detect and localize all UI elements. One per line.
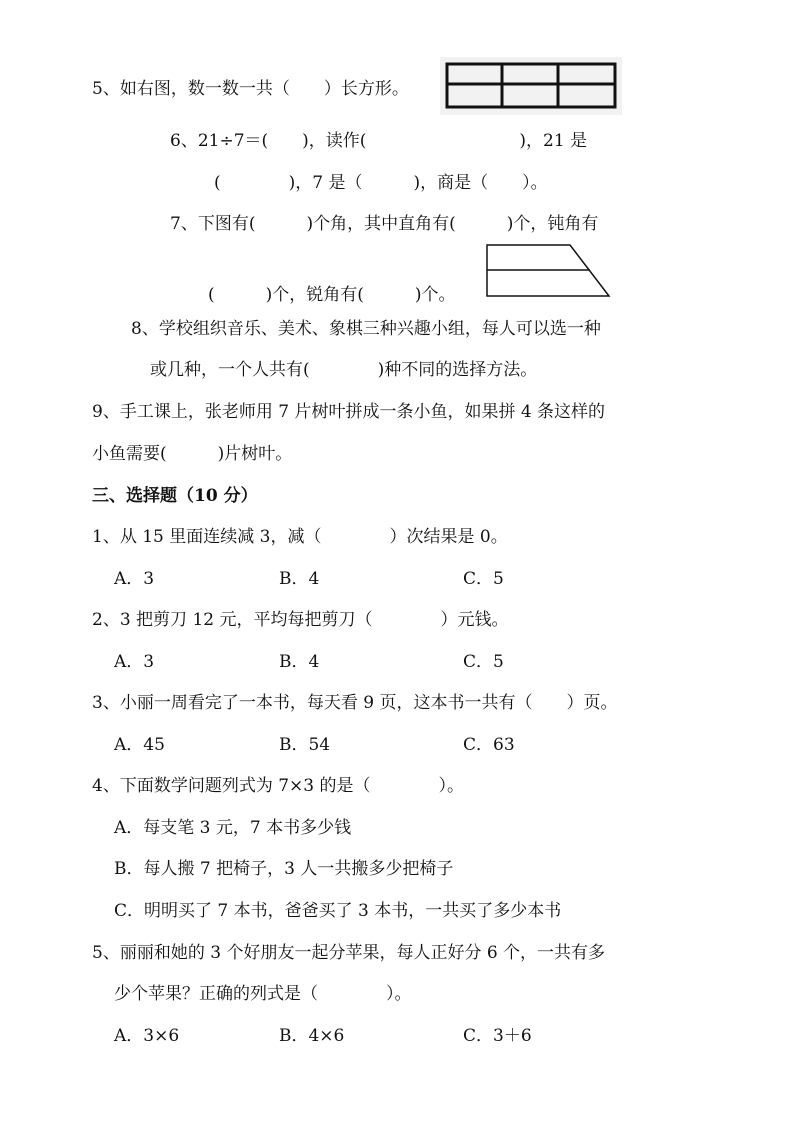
question-7-line1: 7、下图有( )个角，其中直角有( )个，钝角有 [170,214,599,234]
mc-q1-option-a: A．3 [114,569,155,589]
question-8-line1: 8、学校组织音乐、美术、象棋三种兴趣小组，每人可以选一种 [131,319,601,339]
mc-q5-option-a: A．3×6 [114,1026,180,1046]
question-5-text: 5、如右图，数一数一共（ ）长方形。 [92,79,409,99]
mc-q3-option-a: A．45 [114,735,165,755]
mc-q5-option-c: C．3＋6 [463,1026,532,1046]
mc-q4-option-c: C．明明买了 7 本书，爸爸买了 3 本书，一共买了多少本书 [114,901,562,921]
question-8-line2: 或几种，一个人共有( )种不同的选择方法。 [150,360,538,380]
mc-question-2: 2、3 把剪刀 12 元，平均每把剪刀（ ）元钱。 [92,610,509,630]
mc-q4-option-b: B．每人搬 7 把椅子，3 人一共搬多少把椅子 [114,859,454,879]
mc-q3-option-b: B．54 [279,735,331,755]
question-6-line1: 6、21÷7＝( )，读作( )，21 是 [170,131,588,151]
mc-question-3: 3、小丽一周看完了一本书，每天看 9 页，这本书一共有（ ）页。 [92,693,618,713]
section-3-title: 三、选择题（10 分） [92,486,258,506]
mc-q5-option-b: B．4×6 [279,1026,345,1046]
mc-q3-option-c: C．63 [463,735,515,755]
question-9-line2: 小鱼需要( )片树叶。 [92,444,293,464]
question-7-line2: ( )个，锐角有( )个。 [208,285,456,305]
mc-question-5-line2: 少个苹果？正确的列式是（ ）。 [114,984,412,1004]
rectangles-figure [440,57,622,115]
mc-q1-option-c: C．5 [463,569,504,589]
mc-q2-option-c: C．5 [463,652,504,672]
trapezoid-figure [484,242,614,300]
mc-q4-option-a: A．每支笔 3 元，7 本书多少钱 [114,818,352,838]
mc-q2-option-a: A．3 [114,652,155,672]
mc-q1-option-b: B．4 [279,569,320,589]
mc-question-4: 4、下面数学问题列式为 7×3 的是（ ）。 [92,776,464,796]
mc-question-1: 1、从 15 里面连续减 3，减（ ）次结果是 0。 [92,527,508,547]
question-6-line2: ( )，7 是（ )，商是（ ）。 [214,173,548,193]
question-9-line1: 9、手工课上，张老师用 7 片树叶拼成一条小鱼，如果拼 4 条这样的 [92,402,606,422]
mc-q2-option-b: B．4 [279,652,320,672]
mc-question-5-line1: 5、丽丽和她的 3 个好朋友一起分苹果，每人正好分 6 个，一共有多 [92,943,606,963]
